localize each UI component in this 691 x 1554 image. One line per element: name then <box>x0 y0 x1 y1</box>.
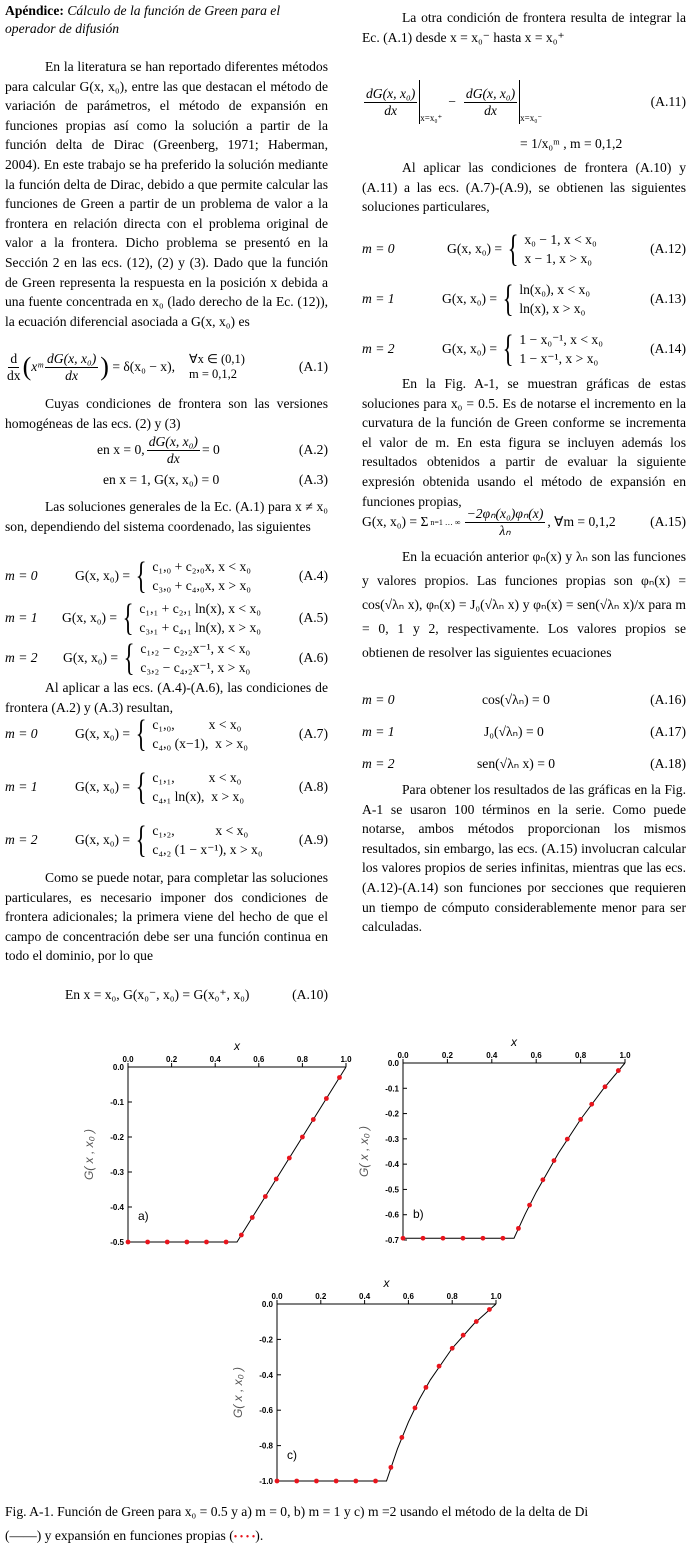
series-point <box>603 1084 608 1089</box>
eq-text: En x = x₀, G(x₀⁻, x₀) = G(x₀⁺, x₀) <box>65 987 250 1002</box>
eq-case-label: m = 1 <box>362 291 395 306</box>
y-axis-label: G( x , x₀ ) <box>357 1125 371 1178</box>
y-tick-label: 0.0 <box>112 1063 124 1072</box>
x-tick-label: 0.2 <box>315 1292 327 1301</box>
eq-case: ln(x), x > x₀ <box>519 301 586 316</box>
series-point <box>552 1158 557 1163</box>
sum-limits: n=1 … ∞ <box>430 517 461 527</box>
eq-case: c₃,₀ + c₄,₀x, x > x₀ <box>152 578 252 593</box>
y-tick-label: -0.3 <box>385 1134 399 1144</box>
series-point <box>126 1240 131 1245</box>
caption-dots-legend: • • • • <box>233 1532 256 1543</box>
eq-case: c₄,₀ (x−1), x > x₀ <box>152 736 248 751</box>
eq-text: dG(x, x₀) <box>46 350 97 366</box>
equation-number: (A.9) <box>298 832 328 847</box>
equation-number: (A.7) <box>298 726 328 741</box>
series-point <box>437 1364 442 1369</box>
eq-text: − <box>448 94 456 109</box>
equation-number: (A.14) <box>650 341 686 356</box>
series-point <box>450 1346 455 1351</box>
equation-number: (A.1) <box>298 359 328 374</box>
series-point <box>481 1236 486 1241</box>
eq-case: 1 − x₀⁻¹, x < x₀ <box>519 332 603 347</box>
x-tick-label: 0.6 <box>253 1055 265 1064</box>
eq-text: dx <box>384 102 398 118</box>
eq-text: J₀(√λₙ) = 0 <box>484 724 544 739</box>
eq-text: m = 0,1,2 <box>189 367 238 381</box>
x-tick-label: 0.4 <box>486 1051 498 1060</box>
series-point <box>474 1319 479 1324</box>
x-tick-label: 0.8 <box>446 1292 458 1301</box>
x-tick-label: 0.0 <box>271 1292 283 1301</box>
eq-text: G(x, x₀) = <box>447 241 503 256</box>
eq-text: sen(√λₙ x) = 0 <box>477 756 556 771</box>
equation-number: (A.10) <box>292 987 328 1002</box>
y-tick-label: -0.7 <box>385 1236 399 1245</box>
series-point <box>399 1435 404 1440</box>
eq-case: x − 1, x > x₀ <box>524 251 592 266</box>
caption-line-1: Fig. A-1. Función de Green para x₀ = 0.5 y a) m = 0, b) m = 1 y c) m =2 usando el método de la delta de Di <box>5 1504 589 1519</box>
equation-number: (A.5) <box>298 610 328 625</box>
series-point <box>401 1236 406 1241</box>
y-tick-label: 0.0 <box>387 1059 399 1068</box>
eq-case-label: m = 2 <box>5 650 38 665</box>
eq-case-label: m = 0 <box>362 241 395 256</box>
x-tick-label: 0.4 <box>209 1055 221 1064</box>
paragraph: La otra condición de frontera resulta de integrar la Ec. (A.1) desde x = x₀⁻ hasta x = x₀⁺ <box>362 10 686 45</box>
eq-case-label: m = 2 <box>362 341 395 356</box>
eq-text: cos(√λₙ) = 0 <box>482 692 550 707</box>
y-tick-label: -1.0 <box>259 1477 273 1486</box>
series-point <box>424 1385 429 1390</box>
series-point <box>353 1479 358 1484</box>
equation-number: (A.4) <box>298 568 328 583</box>
series-point <box>314 1479 319 1484</box>
caption-line-2-wrap <box>5 1524 691 1550</box>
eq-text: G(x, x₀) = <box>75 779 131 794</box>
eq-text: G(x, x₀) = <box>442 341 498 356</box>
chart-a <box>82 1039 352 1247</box>
eq-text: = 1/x₀ᵐ , m = 0,1,2 <box>520 136 623 151</box>
brace: { <box>122 597 134 639</box>
eq-subscript: x=x₀⁺ <box>420 113 443 123</box>
x-tick-label: 1.0 <box>619 1051 631 1060</box>
eq-text: dx <box>7 367 21 383</box>
equation-number: (A.2) <box>298 442 328 457</box>
paragraph: Al aplicar a las ecs. (A.4)-(A.6), las condiciones de frontera (A.2) y (A.3) resultan, <box>5 680 328 715</box>
series-point <box>501 1236 506 1241</box>
chart-b <box>357 1035 631 1245</box>
y-tick-label: -0.1 <box>110 1098 124 1107</box>
series-point <box>373 1479 378 1484</box>
equation-number: (A.3) <box>298 472 328 487</box>
eq-case: c₁,₂, x < x₀ <box>152 823 249 838</box>
eq-text: dG(x, x₀) <box>148 433 198 449</box>
eq-case: 1 − x⁻¹, x > x₀ <box>519 351 599 366</box>
eq-case-label: m = 1 <box>5 779 38 794</box>
title-italic: Cálculo de la función de Green para el operador de difusión <box>5 3 281 36</box>
brace: { <box>507 228 519 270</box>
eq-text: xᵐ <box>31 359 43 374</box>
paragraph: En la literatura se han reportado diferentes métodos para calcular G(x, x₀), entre las que destacan el método de variación de parámetros, el método de expansión en funciones propias así como la solución a partir de la función delta de Dirac (Greenberg, 1971; Haberman, 2004). En este trabajo se ha preferido la solución mediante la función delta de Dirac, debido a que permite calcular las funciones de Green a partir de un problema de valor a la frontera en relación directa con el problema original de valor a la frontera. Dicho problema se presentó en la Sección 2 en las ecs. (12), (2) y (3). Dado que la función de Green representa la respuesta en la posición x debida a una fuente concentrada en x₀ (lado derecho de la Ec. (12)), la ecuación diferencial asociada a G(x, x₀) es <box>5 59 328 329</box>
eq-case: c₄,₂ (1 − x⁻¹), x > x₀ <box>152 842 263 857</box>
series-point <box>565 1137 570 1142</box>
equation-number: (A.8) <box>298 779 328 794</box>
y-tick-label: -0.2 <box>259 1335 273 1345</box>
eq-text: ∀x ∈ (0,1) <box>189 352 245 366</box>
series-point <box>250 1215 255 1220</box>
x-tick-label: 0.6 <box>530 1051 542 1060</box>
series-point <box>421 1236 426 1241</box>
eq-case: c₃,₂ − c₄,₂x⁻¹, x > x₀ <box>140 660 251 675</box>
analytic-line <box>128 1067 346 1242</box>
eq-text: en x = 1, G(x, x₀) = 0 <box>103 472 220 487</box>
analytic-line <box>403 1063 625 1238</box>
series-point <box>300 1135 305 1140</box>
eq-text: G(x, x₀) = <box>75 568 131 583</box>
x-axis-label: x <box>234 1039 240 1053</box>
y-tick-label: -0.6 <box>385 1210 399 1220</box>
y-tick-label: -0.2 <box>110 1133 124 1142</box>
eq-case-label: m = 2 <box>5 832 38 847</box>
series-point <box>145 1240 150 1245</box>
caption-line-2: (——) y expansión en funciones propias ( <box>5 1528 234 1543</box>
eq-text: dG(x, x₀) <box>465 85 516 101</box>
series-point <box>487 1307 492 1312</box>
x-tick-label: 0.2 <box>166 1055 178 1064</box>
series-point <box>224 1240 229 1245</box>
equation-number: (A.11) <box>650 94 686 109</box>
eq-case: c₄,₁ ln(x), x > x₀ <box>152 789 245 804</box>
eq-text: = δ(x₀ − x), <box>112 359 176 374</box>
series-point <box>165 1240 170 1245</box>
brace: { <box>123 637 135 679</box>
series-point <box>204 1240 209 1245</box>
series-point <box>540 1177 545 1182</box>
series-point <box>413 1405 418 1410</box>
paragraph: Como se puede notar, para completar las soluciones particulares, es necesario imponer dos condiciones de frontera adicionales; la primera viene del hecho de que el campo de concentración debe ser una función continua en todo el dominio, por lo que <box>5 870 328 964</box>
eq-case: x₀ − 1, x < x₀ <box>524 232 597 247</box>
eq-case-label: m = 0 <box>5 726 38 741</box>
eq-text: −2φₙ(x₀)φₙ(x) <box>466 505 544 521</box>
paragraph: Al aplicar las condiciones de frontera (A.10) y (A.11) a las ecs. (A.7)-(A.9), se obtienen las siguientes soluciones particulares, <box>362 160 686 215</box>
x-tick-label: 0.8 <box>296 1055 308 1064</box>
eq-text: G(x, x₀) = <box>442 291 498 306</box>
eq-text: d <box>10 350 18 366</box>
y-tick-label: -0.8 <box>259 1441 273 1451</box>
eq-text: = 0 <box>201 442 220 457</box>
eq-case: ln(x₀), x < x₀ <box>519 282 591 297</box>
y-tick-label: -0.4 <box>259 1370 273 1380</box>
brace: { <box>135 819 147 861</box>
equation-a1: $\frac{d}{dx}$ ( xᵐ $\frac{\text{dG(x, x₀)}}{dx}$ ) = δ(x₀ − x), ∀x ∈ (0,1) m = 0,1,2 (A.1) <box>7 350 328 383</box>
paragraph: En la ecuación anterior φₙ(x) y λₙ son las funciones y valores propios. Las funciones propias son φₙ(x) = cos(√λₙ x), φₙ(x) = J₀(√λₙ x) y φₙ(x) = sen(√λₙ x)/x para m = 0, 1 y 2, respectivamente. Los valores propios se obtienen de resolver las siguientes ecuaciones <box>362 549 686 660</box>
eq-case-label: m = 2 <box>362 756 395 771</box>
x-tick-label: 0.8 <box>575 1051 587 1060</box>
eq-text: dx <box>484 102 497 118</box>
y-tick-label: -0.4 <box>110 1203 124 1212</box>
eq-case: c₁,₀, x < x₀ <box>152 717 242 732</box>
series-point <box>616 1068 621 1073</box>
series-point <box>578 1117 583 1122</box>
caption-line-2-end: ). <box>255 1528 264 1543</box>
series-point <box>461 1236 466 1241</box>
eq-text: dx <box>166 450 180 466</box>
eq-case-label: m = 1 <box>362 724 395 739</box>
x-tick-label: 1.0 <box>490 1292 502 1301</box>
series-point <box>527 1203 532 1208</box>
x-axis-label: x <box>511 1035 517 1049</box>
panel-label: b) <box>413 1207 424 1221</box>
y-axis-label: G( x , x₀ ) <box>82 1128 96 1181</box>
y-tick-label: -0.5 <box>110 1238 124 1247</box>
y-tick-label: -0.6 <box>259 1406 273 1416</box>
paragraph: Para obtener los resultados de las gráficas en la Fig. A-1 se usaron 100 términos en la serie. Como puede notarse, ambos métodos proporcionan los mismos resultados, sin embargo, las ecs. (A.15) involucran calcular los valores propios de series infinitas, mientras que las ecs. (A.12)-(A.14) son funciones por secciones que requieren un tiempo de cómputo considerablemente menor para ser calculadas. <box>362 782 686 935</box>
panel-label: a) <box>138 1209 149 1223</box>
brace: { <box>135 555 147 597</box>
series-point <box>287 1156 292 1161</box>
series-point <box>516 1226 521 1231</box>
series-point <box>184 1240 189 1245</box>
series-point <box>294 1479 299 1484</box>
x-tick-label: 0.2 <box>441 1051 453 1060</box>
title-bold: Apéndice: <box>5 3 64 18</box>
eq-case-label: m = 0 <box>362 692 395 707</box>
eq-case: c₁,₀ + c₂,₀x, x < x₀ <box>152 559 252 574</box>
y-tick-label: -0.1 <box>385 1084 399 1094</box>
equation-number: (A.16) <box>650 692 686 707</box>
equation-number: (A.17) <box>650 724 686 739</box>
brace: { <box>135 713 147 755</box>
y-tick-label: -0.3 <box>110 1168 124 1177</box>
series-point <box>239 1233 244 1238</box>
y-tick-label: -0.4 <box>385 1160 399 1170</box>
panel-label: c) <box>287 1448 297 1462</box>
eq-text: λₙ <box>499 522 511 538</box>
series-point <box>311 1117 316 1122</box>
x-tick-label: 0.0 <box>397 1051 409 1060</box>
series-point <box>324 1096 329 1101</box>
y-tick-label: -0.2 <box>385 1109 399 1119</box>
eq-subscript: x=x₀⁻ <box>520 113 543 123</box>
eq-case-label: m = 1 <box>5 610 38 625</box>
eq-case: c₁,₁, x < x₀ <box>152 770 242 785</box>
series-point <box>441 1236 446 1241</box>
eq-case: c₁,₁ + c₂,₁ ln(x), x < x₀ <box>139 601 262 616</box>
eq-text: G(x, x₀) = <box>75 726 131 741</box>
eq-text: G(x, x₀) = <box>63 650 119 665</box>
paragraph: En la Fig. A-1, se muestran gráficas de estas soluciones para x₀ = 0.5. Es de notarse el incremento en la curvatura de la función de Green conforme se incrementa el valor de m. En esta figura se incluyen además los resultados obtenidos a partir de evaluar la siguiente expresión obtenida usando el método de expansión en funciones propias, <box>362 376 686 509</box>
series-point <box>274 1177 279 1182</box>
series-point <box>337 1075 342 1080</box>
y-tick-label: 0.0 <box>261 1300 273 1309</box>
brace: { <box>502 328 514 370</box>
eq-text: dG(x, x₀) <box>366 85 416 101</box>
eq-text: en x = 0, <box>97 442 145 457</box>
eq-case: c₁,₂ − c₂,₂x⁻¹, x < x₀ <box>140 641 251 656</box>
brace: { <box>502 278 514 320</box>
paragraph: Las soluciones generales de la Ec. (A.1) para x ≠ x₀ son, dependiendo del sistema coordenado, las siguientes <box>5 499 328 534</box>
eq-text: , ∀m = 0,1,2 <box>547 514 616 529</box>
eq-text: G(x, x₀) = Σ <box>362 514 429 529</box>
eq-case: c₃,₁ + c₄,₁ ln(x), x > x₀ <box>139 620 262 635</box>
y-tick-label: -0.5 <box>385 1185 399 1195</box>
eq-text: dx <box>65 367 79 383</box>
x-tick-label: 0.6 <box>402 1292 414 1301</box>
series-point <box>334 1479 339 1484</box>
equation-number: (A.15) <box>650 514 686 529</box>
analytic-line <box>277 1304 496 1481</box>
figure-caption <box>5 1500 691 1550</box>
series-point <box>263 1194 268 1199</box>
eq-text: G(x, x₀) = <box>75 832 131 847</box>
equation-number: (A.12) <box>650 241 686 256</box>
x-axis-label: x <box>383 1276 390 1290</box>
x-tick-label: 0.0 <box>122 1055 134 1064</box>
x-tick-label: 1.0 <box>340 1055 352 1064</box>
series-point <box>275 1479 280 1484</box>
equation-number: (A.18) <box>650 756 686 771</box>
equation-number: (A.13) <box>650 291 686 306</box>
series-point <box>461 1333 466 1338</box>
brace: { <box>135 766 147 808</box>
x-tick-label: 0.4 <box>359 1292 371 1301</box>
chart-c <box>231 1276 502 1486</box>
paragraph: Cuyas condiciones de frontera son las versiones homogéneas de las ecs. (2) y (3) <box>5 396 328 431</box>
eq-text: G(x, x₀) = <box>62 610 118 625</box>
eq-case-label: m = 0 <box>5 568 38 583</box>
series-point <box>589 1102 594 1107</box>
y-axis-label: G( x , x₀ ) <box>231 1366 245 1419</box>
series-point <box>388 1465 393 1470</box>
equation-number: (A.6) <box>298 650 328 665</box>
